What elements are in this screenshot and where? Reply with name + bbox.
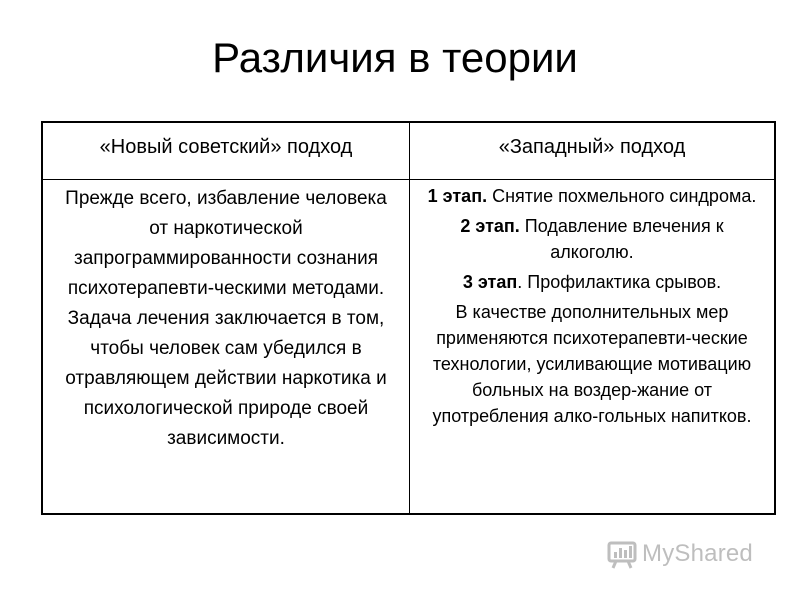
watermark-text: MyShared <box>642 540 753 567</box>
western-approach-description <box>410 180 774 513</box>
stage-2-label: 2 этап. <box>460 216 520 236</box>
stage-1-text: Снятие похмельного синдрома. <box>487 186 757 206</box>
stage-3-text: . Профилактика срывов. <box>517 272 722 292</box>
stage-3-label: 3 этап <box>462 272 518 292</box>
myshared-watermark <box>606 538 753 570</box>
slide-title: Различия в теории <box>212 34 578 81</box>
myshared-logo-icon <box>606 538 638 570</box>
stage-1-label: 1 этап. <box>427 186 488 206</box>
stage-2-text: Подавление влечения к алкоголю. <box>519 216 724 262</box>
stage-1 <box>418 183 766 209</box>
comparison-table <box>41 121 776 515</box>
additional-measures-text: В качестве дополнительных мер применяются психотерапевти-ческие технологии, усиливающие мотивацию больных на воздер-жание от употребления алко-гольных напитков. <box>432 302 752 426</box>
header-soviet-approach: «Новый советский» подход <box>43 123 410 180</box>
stage-2 <box>418 213 766 265</box>
soviet-approach-description: Прежде всего, избавление человека от наркотической запрограммированности сознания психотерапевти-ческими методами. Задача лечения заключается в том, чтобы человек сам убедился в отравляющем действии наркотика и психологической природе своей зависимости. <box>43 180 410 513</box>
header-western-approach: «Западный» подход <box>410 123 774 180</box>
stage-3 <box>418 269 766 295</box>
